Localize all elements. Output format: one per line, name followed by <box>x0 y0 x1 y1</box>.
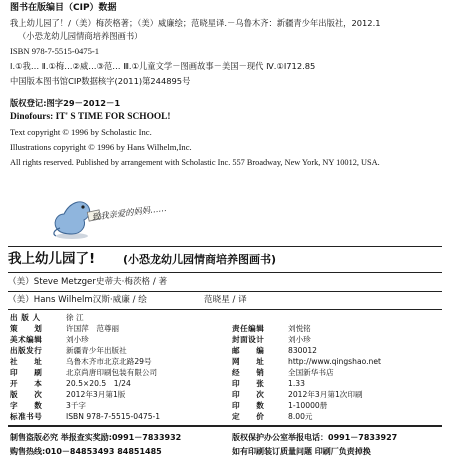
colophon-left-value: 刘小珍 <box>66 335 89 344</box>
colophon-left-label: 策 划 <box>10 324 43 333</box>
colophon-right-value: 刘小珍 <box>288 335 311 344</box>
publisher-label: 出 版 人 <box>10 313 41 322</box>
copyright-registration: 版权登记:图字29－2012－1 <box>10 98 121 108</box>
original-title: Dinofours: IT' S TIME FOR SCHOOL! <box>10 112 171 122</box>
divider-credits <box>8 309 442 310</box>
colophon-left-value: 2012年3月第1版 <box>66 390 126 399</box>
colophon-right-label: 封面设计 <box>232 335 265 344</box>
cip-classification: Ⅰ.①我… Ⅱ.①梅…②威…③范… Ⅲ.①儿童文学－图画故事－美国－现代 Ⅳ.①I712.85 <box>10 61 316 71</box>
colophon-left-value: 乌鲁木齐市北京北路29号 <box>66 357 152 366</box>
footer-right-line1: 版权保护办公室举报电话：0991－7833927 <box>232 433 398 442</box>
colophon-right-label: 责任编辑 <box>232 324 265 333</box>
colophon-left-value: 3千字 <box>66 401 87 410</box>
colophon-left-value: ISBN 978-7-5515-0475-1 <box>66 412 161 421</box>
text-copyright: Text copyright © 1996 by Scholastic Inc. <box>10 127 152 137</box>
dinosaur-eye <box>81 205 84 208</box>
publisher-value: 徐 江 <box>66 313 84 322</box>
footer-left-line2: 购售热线:010－84853493 84851485 <box>10 447 162 456</box>
colophon-right-label: 印 次 <box>232 390 265 399</box>
colophon-right-label: 经 销 <box>232 368 265 377</box>
colophon-right-label: 网 址 <box>232 357 265 366</box>
colophon-left-label: 出版发行 <box>10 346 43 355</box>
divider-title <box>8 272 442 273</box>
translator-line: 范晓星 / 译 <box>204 295 247 305</box>
cip-line2: （小恐龙幼儿园情商培养图画书） <box>18 31 143 41</box>
colophon-left-label: 美术编辑 <box>10 335 43 344</box>
footer-left-line1: 制售盗版必究 举报查实奖励:0991－7833932 <box>10 433 182 442</box>
colophon-left-value: 新疆青少年出版社 <box>66 346 127 355</box>
illustration-bubble-text: 致我亲爱的妈妈…… <box>91 202 168 222</box>
colophon-right-value: 1.33 <box>288 379 305 388</box>
colophon-left-label: 字 数 <box>10 401 43 410</box>
colophon-left-label: 社 址 <box>10 357 43 366</box>
colophon-right-value: http://www.qingshao.net <box>288 357 381 366</box>
author-line: （美）Steve Metzger史蒂夫·梅茨格 / 著 <box>8 277 168 287</box>
colophon-right-value: 刘悦铭 <box>288 324 311 333</box>
illustrator-line: （美）Hans Wilhelm汉斯·威廉 / 绘 <box>8 295 147 305</box>
footer-right-line2: 如有印刷装订质量问题 印刷厂负责掉换 <box>232 447 371 456</box>
colophon-left-value: 北京尚唐印刷包装有限公司 <box>66 368 158 377</box>
colophon-right-value: 830012 <box>288 346 317 355</box>
cip-heading: 图书在版编目（CIP）数据 <box>10 3 117 13</box>
cip-line1: 我上幼儿园了！/（美）梅茨格著；（美）威廉绘；范晓星译.－乌鲁木齐：新疆青少年出版社，2012.1 <box>10 18 381 28</box>
cip-isbn: ISBN 978-7-5515-0475-1 <box>10 46 100 56</box>
divider-author <box>8 291 442 292</box>
colophon-right-value: 2012年3月第1次印刷 <box>288 390 363 399</box>
book-title: 我上幼儿园了! <box>8 251 96 267</box>
divider-top <box>8 246 442 247</box>
cip-record: 中国版本图书馆CIP数据核字(2011)第244895号 <box>10 76 191 86</box>
colophon-right-label: 印 张 <box>232 379 265 388</box>
illustrations-copyright: Illustrations copyright © 1996 by Hans Wilhelm,Inc. <box>10 142 192 152</box>
colophon-right-label: 邮 编 <box>232 346 265 355</box>
colophon-right-label: 印 数 <box>232 401 265 410</box>
colophon-right-value: 全国新华书店 <box>288 368 334 377</box>
colophon-left-label: 标准书号 <box>10 412 43 421</box>
colophon-left-value: 20.5×20.5 1/24 <box>66 379 131 388</box>
colophon-left-label: 版 次 <box>10 390 43 399</box>
rights-statement: All rights reserved. Published by arrangement with Scholastic Inc. 557 Broadway, New York, NY 10012, USA. <box>10 158 380 167</box>
series-title: (小恐龙幼儿园情商培养图画书) <box>123 253 277 266</box>
colophon-right-label: 定 价 <box>232 412 265 421</box>
colophon-right-value: 8.00元 <box>288 412 313 421</box>
colophon-left-label: 印 刷 <box>10 368 43 377</box>
colophon-left-value: 许国萍 范尊丽 <box>66 324 120 333</box>
colophon-right-value: 1-10000册 <box>288 401 328 410</box>
divider-footer <box>8 425 442 427</box>
colophon-left-label: 开 本 <box>10 379 43 388</box>
